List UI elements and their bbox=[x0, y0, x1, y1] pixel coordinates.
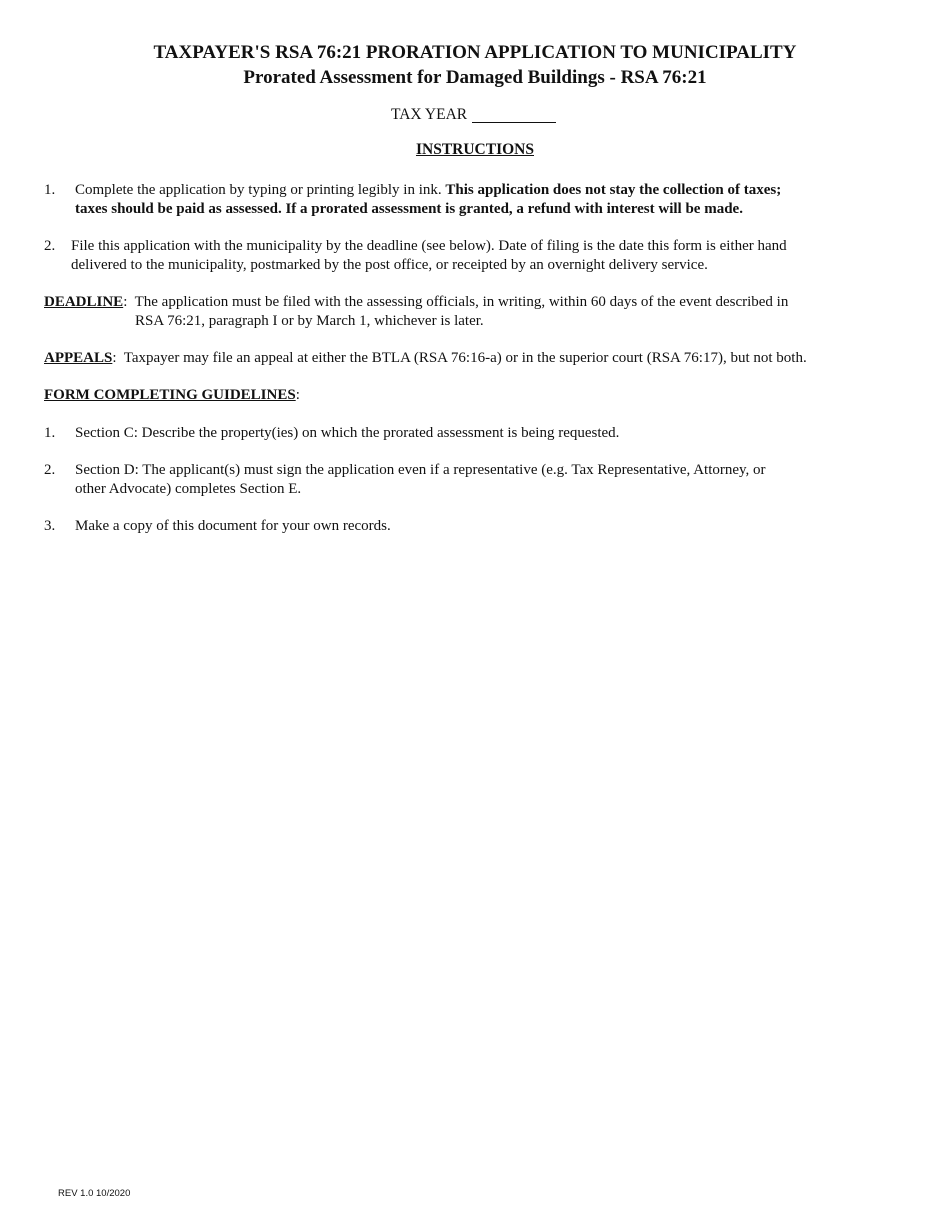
guideline-2-line-1: Section D: The applicant(s) must sign the application even if a representative (e.g. Tax Representative, Attorney, or bbox=[75, 462, 766, 478]
form-title: TAXPAYER'S RSA 76:21 PRORATION APPLICATION TO MUNICIPALITY bbox=[153, 42, 797, 63]
tax-year-blank-line[interactable] bbox=[472, 121, 556, 123]
guideline-2-line-2: other Advocate) completes Section E. bbox=[75, 481, 302, 497]
deadline-colon: : bbox=[123, 294, 128, 310]
instruction-1-bold-text: This application does not stay the collection of taxes; bbox=[445, 182, 782, 198]
deadline-line-1 bbox=[44, 293, 788, 312]
deadline-label: DEADLINE bbox=[44, 294, 124, 310]
guidelines-heading: FORM COMPLETING GUIDELINES bbox=[44, 387, 296, 403]
instruction-1-number: 1. bbox=[44, 182, 56, 198]
appeals-colon: : bbox=[112, 350, 117, 366]
instruction-1-line-1 bbox=[75, 181, 781, 200]
deadline-text: The application must be filed with the assessing officials, in writing, within 60 days of the event described in bbox=[134, 294, 789, 310]
deadline-line-2: RSA 76:21, paragraph I or by March 1, whichever is later. bbox=[135, 313, 484, 329]
guidelines-heading-line bbox=[44, 386, 300, 405]
instruction-1-regular-text: Complete the application by typing or printing legibly in ink. bbox=[75, 182, 446, 198]
guideline-1-text: Section C: Describe the property(ies) on which the prorated assessment is being requested. bbox=[75, 425, 620, 441]
guideline-1-number: 1. bbox=[44, 425, 56, 441]
revision-footer: REV 1.0 10/2020 bbox=[58, 1188, 131, 1199]
instruction-1-line-2: taxes should be paid as assessed. If a prorated assessment is granted, a refund with interest will be made. bbox=[75, 201, 743, 217]
instruction-2-number: 2. bbox=[44, 238, 56, 254]
tax-year-field bbox=[391, 105, 556, 125]
instruction-2-line-2: delivered to the municipality, postmarked by the post office, or receipted by an overnight delivery service. bbox=[71, 257, 708, 273]
instruction-2-line-1: File this application with the municipality by the deadline (see below). Date of filing is the date this form is either hand bbox=[71, 238, 787, 254]
appeals-label: APPEALS bbox=[44, 350, 113, 366]
appeals-line bbox=[44, 349, 807, 368]
guideline-3-text: Make a copy of this document for your own records. bbox=[75, 518, 391, 534]
guideline-2-number: 2. bbox=[44, 462, 56, 478]
tax-year-label: TAX YEAR bbox=[391, 106, 468, 123]
appeals-text: Taxpayer may file an appeal at either the BTLA (RSA 76:16-a) or in the superior court (RSA 76:17), but not both. bbox=[123, 350, 807, 366]
instructions-heading: INSTRUCTIONS bbox=[415, 141, 534, 158]
form-subtitle: Prorated Assessment for Damaged Buildings - RSA 76:21 bbox=[243, 67, 707, 88]
guideline-3-number: 3. bbox=[44, 518, 56, 534]
guidelines-colon: : bbox=[295, 387, 300, 403]
